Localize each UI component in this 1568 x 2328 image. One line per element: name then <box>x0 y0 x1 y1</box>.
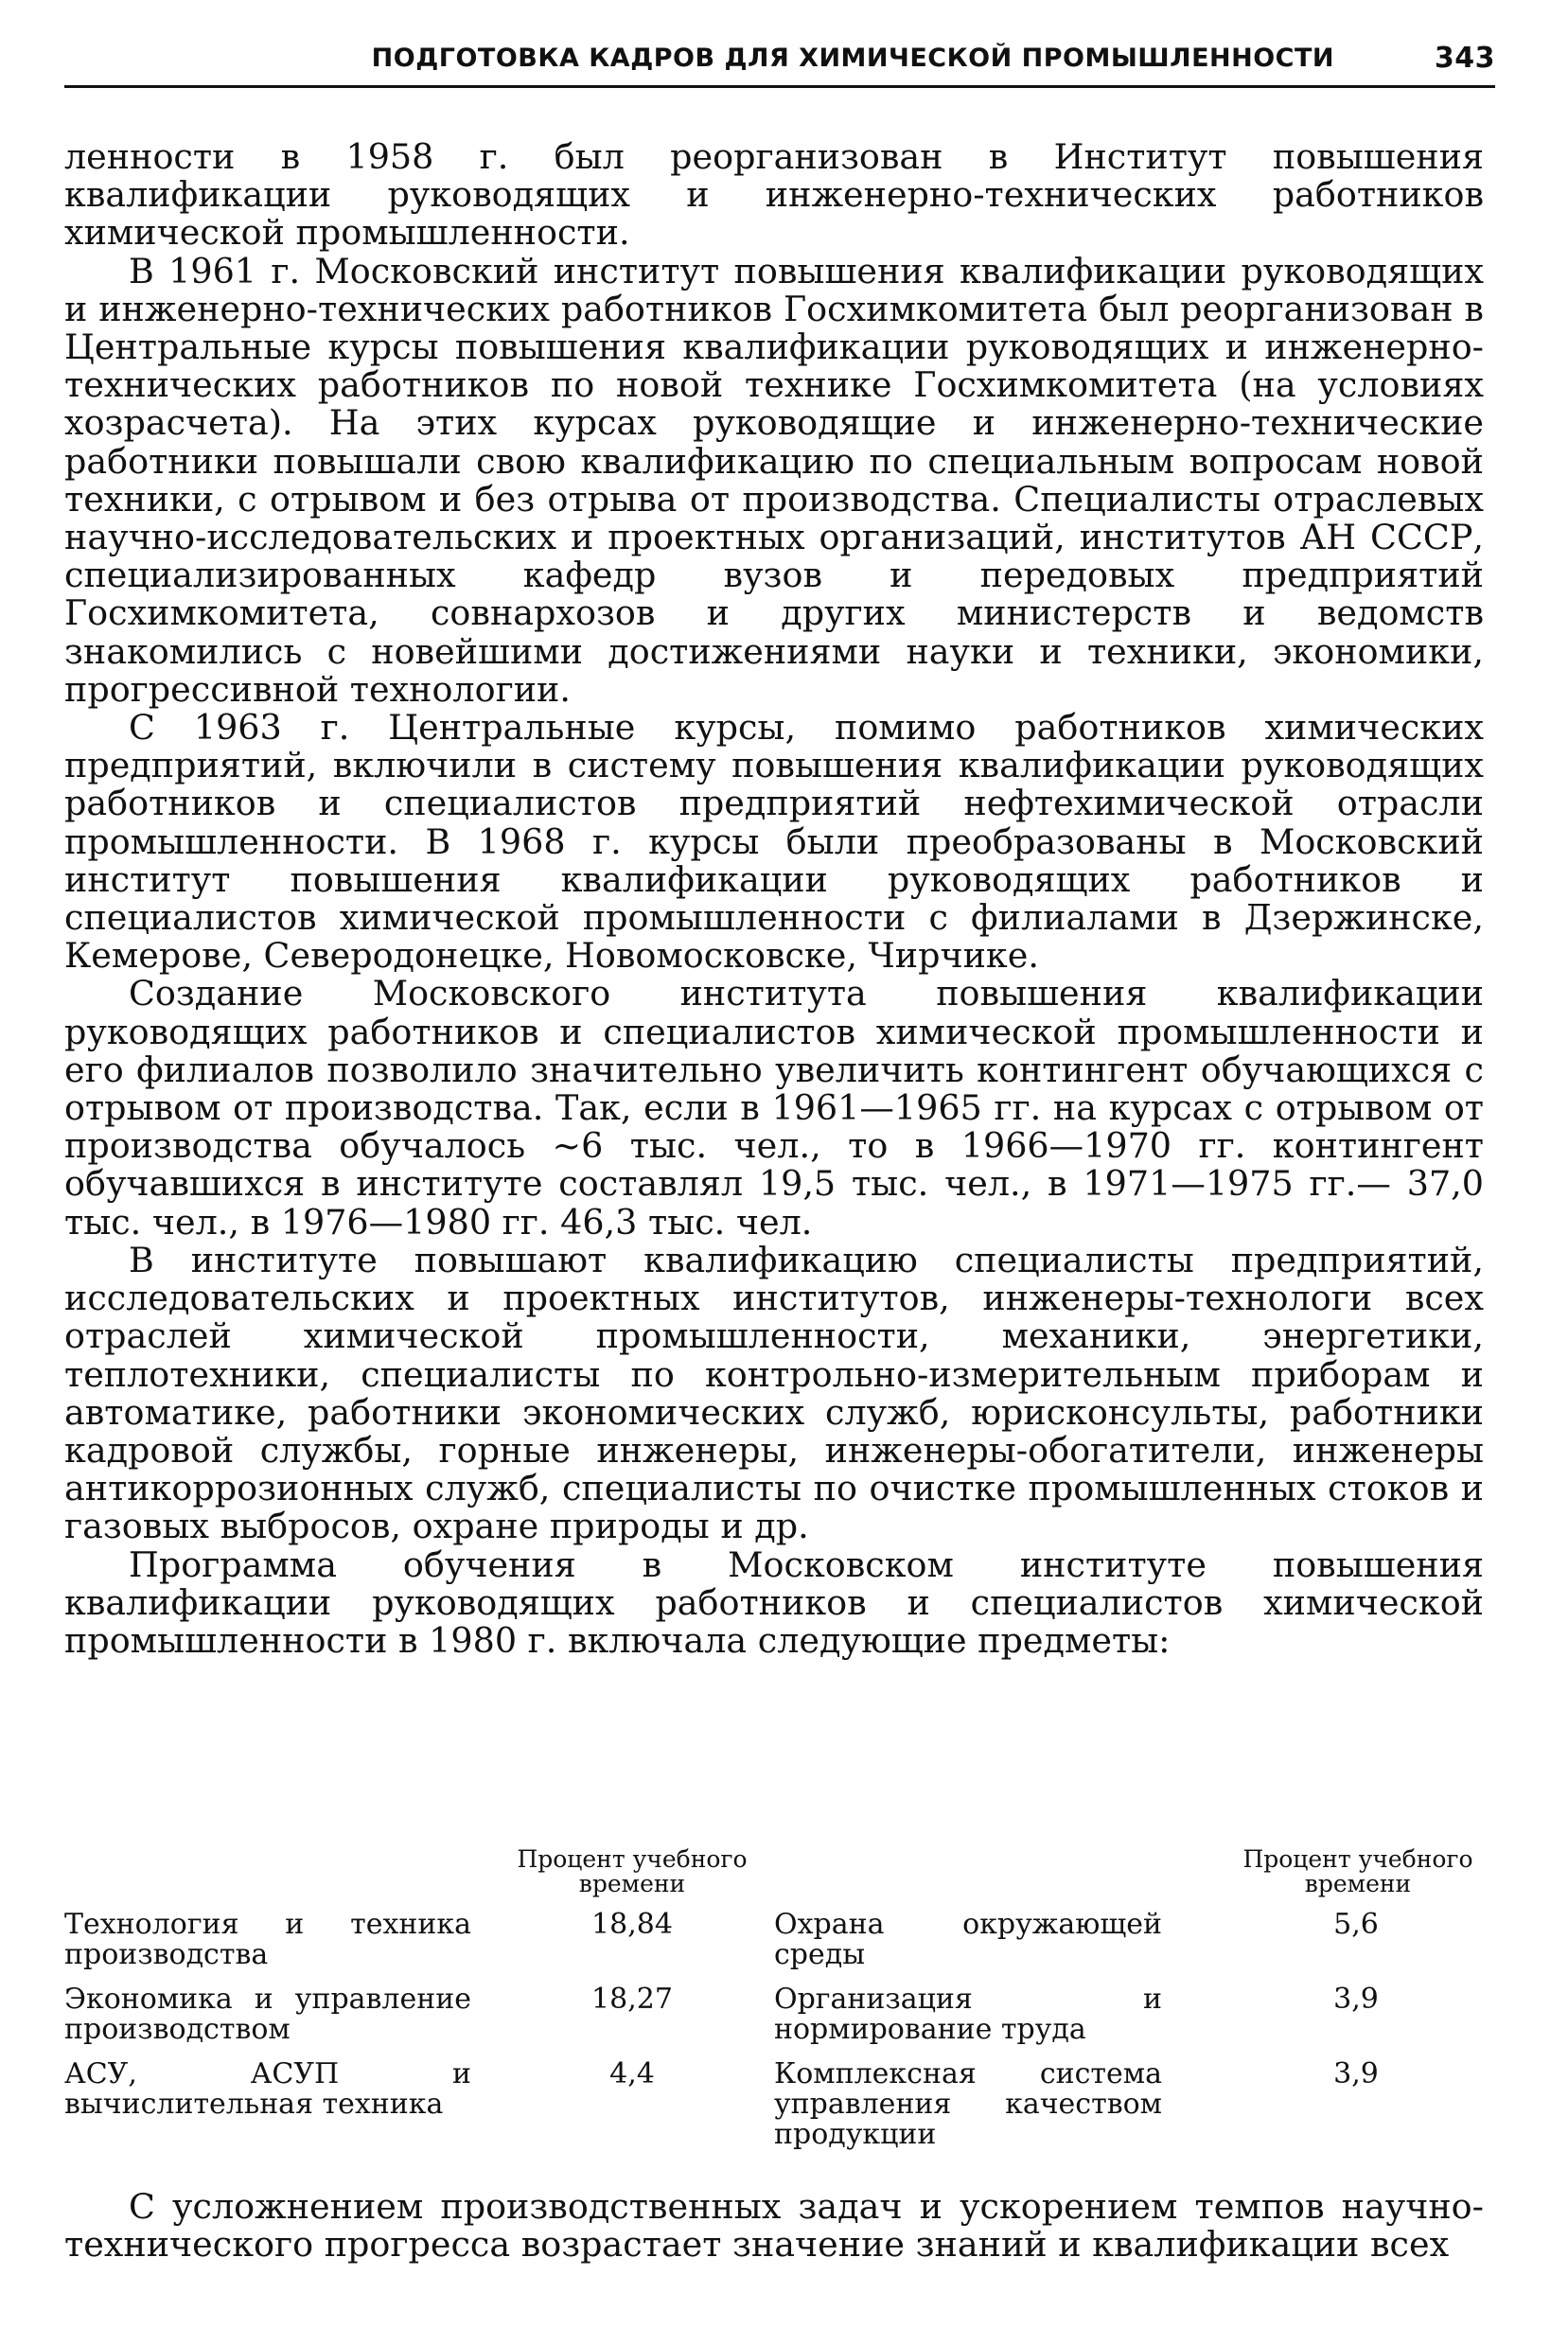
subject-name: АСУ, АСУП и вычислительная техника <box>64 2057 471 2121</box>
subject-name: Охрана окружающей среды <box>774 1908 1162 1971</box>
paragraph: В 1961 г. Московский институт повышения квалификации руководящих и инженерно-технических работников Госхимкомитета был реорганизован в Центральные курсы повышения квалификации руководящих и инженерно-технических работников по новой технике Госхимкомитета (на условиях хозрасчета). На этих курсах руководящие и инженерно-технические работники повышали свою квалификацию по специальным вопросам новой техники, с отрывом и без отрыва от производства. Специалисты отраслевых научно-исследовательских и проектных организаций, институтов АН СССР, специализированных кафедр вузов и передовых предприятий Госхимкомитета, совнархозов и других министерств и ведомств знакомились с новейшими достижениями науки и техники, экономики, прогрессивной технологии. <box>64 250 1484 710</box>
paragraph: Создание Московского института повышения квалификации руководящих работников и специалистов химической промышленности и его филиалов позволило значительно увеличить контингент обучающихся с отрывом от производства. Так, если в 1961—1965 гг. на курсах с отрывом от производства обучалось ~6 тыс. чел., то в 1966—1970 гг. контингент обучавшихся в институте составлял 19,5 тыс. чел., в 1971—1975 гг.— 37,0 тыс. чел., в 1976—1980 гг. 46,3 тыс. чел. <box>64 973 1484 1243</box>
paragraph: В институте повышают квалификацию специалисты предприятий, исследовательских и проектных институтов, инженеры-технологи всех отраслей химической промышленности, механики, энергетики, теплотехники, специалисты по контрольно-измерительным приборам и автоматике, работники экономических служб, юрисконсульты, работники кадровой службы, горные инженеры, инженеры-обогатители, инженеры антикоррозионных служб, специалисты по очистке промышленных стоков и газовых выбросов, охране природы и др. <box>64 1239 1484 1547</box>
subject-name: Экономика и управление производством <box>64 1983 471 2046</box>
closing-text <box>64 2188 1484 2264</box>
subject-percent: 5,6 <box>1333 1908 1379 1941</box>
subject-percent: 3,9 <box>1333 1983 1379 2016</box>
column-header-right: Процент учебного времени <box>1242 1845 1473 1897</box>
paragraph: Программа обучения в Московском институте повышения квалификации руководящих работников и специалистов химической промышленности в 1980 г. включала следующие предметы: <box>64 1543 1484 1661</box>
subject-name: Организация и нормирование труда <box>774 1983 1162 2046</box>
running-title: ПОДГОТОВКА КАДРОВ ДЛЯ ХИМИЧЕСКОЙ ПРОМЫШЛЕННОСТИ <box>371 44 1334 73</box>
subject-name: Комплексная система управления качеством продукции <box>774 2057 1162 2151</box>
header-rule <box>64 85 1495 88</box>
subject-percent: 18,84 <box>591 1908 673 1941</box>
subject-name: Технология и техника производства <box>64 1908 471 1971</box>
subject-percent: 4,4 <box>609 2057 655 2090</box>
page-number: 343 <box>1434 42 1495 75</box>
paragraph: С 1963 г. Центральные курсы, помимо работников химических предприятий, включили в систему повышения квалификации руководящих работников и специалистов предприятий нефтехимической отрасли промышленности. В 1968 г. курсы были преобразованы в Московский институт повышения квалификации руководящих работников и специалистов химической промышленности с филиалами в Дзержинске, Кемерове, Северодонецке, Новомосковске, Чирчике. <box>64 707 1484 977</box>
paragraph: С усложнением производственных задач и ускорением темпов научно-технического прогресса возрастает значение знаний и квалификации всех <box>64 2186 1484 2266</box>
subject-percent: 3,9 <box>1333 2057 1379 2090</box>
body-text <box>64 138 1484 1660</box>
paragraph-continued: ленности в 1958 г. был реорганизован в Институт повышения квалификации руководящих и инженерно-технических работников химической промышленности. <box>64 136 1484 254</box>
column-header-left: Процент учебного времени <box>517 1845 748 1897</box>
subject-percent: 18,27 <box>591 1983 673 2016</box>
